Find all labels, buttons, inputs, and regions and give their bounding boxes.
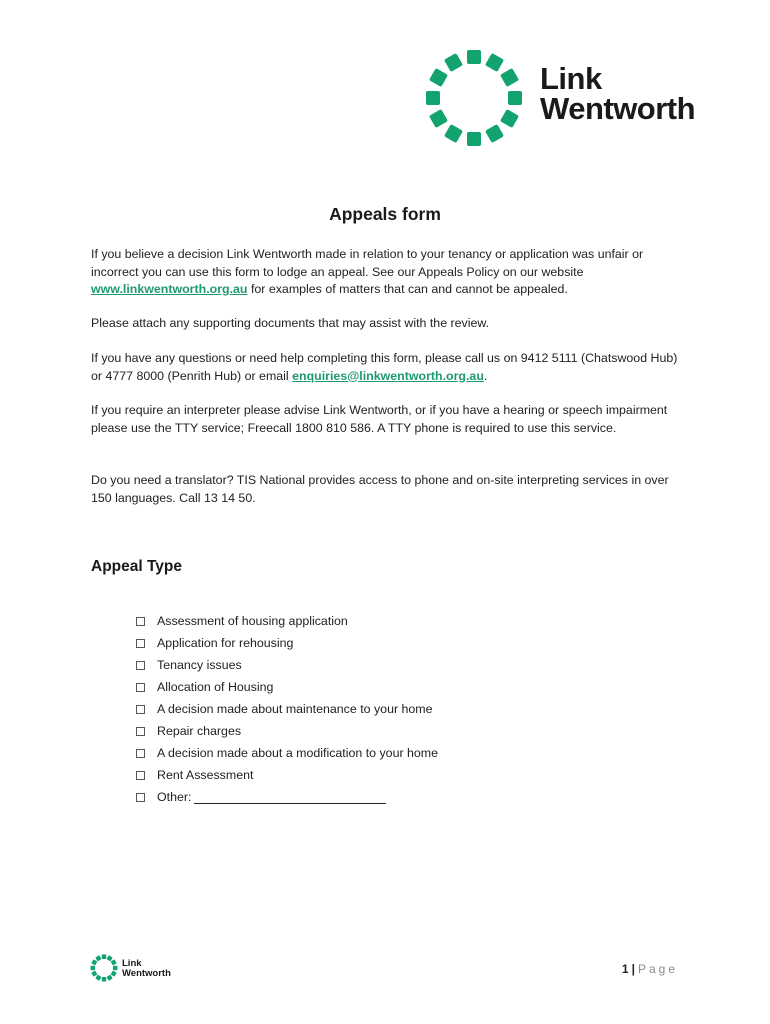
footer-wordmark — [122, 959, 171, 979]
option-label: Rent Assessment — [157, 768, 254, 782]
checkbox[interactable] — [136, 661, 145, 670]
intro-paragraph-4 — [91, 402, 681, 437]
brand-wordmark — [540, 61, 696, 126]
page-number-separator: | — [631, 962, 635, 976]
option-rent-assessment[interactable] — [136, 764, 438, 786]
checkbox[interactable] — [136, 749, 145, 758]
option-assessment[interactable] — [136, 610, 438, 632]
option-maintenance[interactable] — [136, 698, 438, 720]
header-logo — [424, 48, 724, 148]
page-number — [622, 962, 678, 976]
option-other[interactable] — [136, 786, 438, 808]
option-label: Application for rehousing — [157, 636, 294, 650]
checkbox[interactable] — [136, 771, 145, 780]
page-word: Page — [637, 962, 678, 976]
email-link[interactable]: enquiries@linkwentworth.org.au — [292, 368, 484, 383]
website-link[interactable]: www.linkwentworth.org.au — [91, 282, 248, 296]
brand-name-line2: Wentworth — [540, 91, 696, 126]
footer-logo-mark — [90, 954, 118, 982]
intro-p5-text: Do you need a translator? TIS National provides access to phone and on-site interpreting services in over 150 languages. Call 13 14 50. — [91, 473, 669, 505]
option-label: Allocation of Housing — [157, 680, 274, 694]
appeal-type-options — [136, 610, 438, 808]
option-modification[interactable] — [136, 742, 438, 764]
footer-brand-line1: Link — [122, 958, 142, 969]
footer-brand-line2: Wentworth — [122, 968, 171, 979]
checkbox[interactable] — [136, 727, 145, 736]
page-title: Appeals form — [329, 204, 441, 224]
intro-p1-tail: for examples of matters that can and cannot be appealed. — [247, 282, 568, 296]
intro-p3-text: If you have any questions or need help completing this form, please call us on 9412 5111 (Chatswood Hub) or 4777 8000 (Penrith Hub) or email — [91, 351, 678, 383]
option-label: Repair charges — [157, 724, 242, 738]
intro-paragraph-3 — [91, 350, 681, 385]
option-label: Assessment of housing application — [157, 614, 348, 628]
intro-p2-text: Please attach any supporting documents that may assist with the review. — [91, 316, 490, 330]
checkbox[interactable] — [136, 617, 145, 626]
checkbox[interactable] — [136, 683, 145, 692]
intro-p3-tail: . — [483, 368, 488, 383]
option-repair-charges[interactable] — [136, 720, 438, 742]
intro-paragraph-5 — [91, 472, 681, 507]
page-number-value: 1 — [621, 962, 629, 976]
intro-p1-text: If you believe a decision Link Wentworth made in relation to your tenancy or application was unfair or incorrect you can use this form to lodge an appeal. See our Appeals Policy on our website — [91, 247, 644, 279]
intro-p4-text: If you require an interpreter please advise Link Wentworth, or if you have a hearing or speech impairment please use the TTY service; Freecall 1800 810 586. A TTY phone is required to use this service. — [91, 403, 668, 435]
intro-paragraph-2 — [91, 315, 681, 333]
option-label: A decision made about maintenance to your home — [157, 702, 433, 716]
option-label: A decision made about a modification to your home — [157, 746, 439, 760]
footer-logo — [90, 954, 200, 984]
option-label: Tenancy issues — [157, 658, 242, 672]
option-rehousing[interactable] — [136, 632, 438, 654]
link-wentworth-logo-mark — [424, 48, 524, 148]
checkbox[interactable] — [136, 639, 145, 648]
brand-name-line1: Link — [540, 61, 602, 96]
option-tenancy[interactable] — [136, 654, 438, 676]
other-fill-line[interactable] — [194, 791, 386, 804]
option-allocation[interactable] — [136, 676, 438, 698]
option-label: Other: — [157, 790, 192, 804]
intro-paragraph-1 — [91, 246, 681, 299]
checkbox[interactable] — [136, 793, 145, 802]
checkbox[interactable] — [136, 705, 145, 714]
appeal-type-heading: Appeal Type — [91, 558, 183, 575]
